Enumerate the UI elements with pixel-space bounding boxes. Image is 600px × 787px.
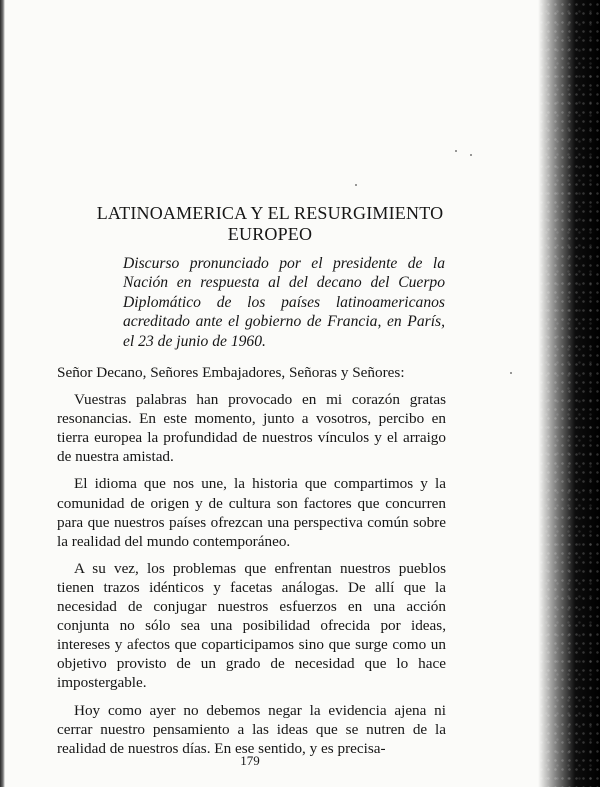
paragraph: Vuestras palabras han provocado en mi corazón gratas resonancias. En este momento, junto a vosotros, percibo en tierra europea la profundidad de nuestros vínculos y el arraigo de nuestra amistad.: [57, 391, 446, 466]
salutation: Señor Decano, Señores Embajadores, Señoras y Señores:: [57, 364, 405, 381]
paragraph: A su vez, los problemas que enfrentan nuestros pueblos tienen trazos idénticos y facetas análogas. De allí que la necesidad de conjugar nuestros esfuerzos en una acción conjunta no sólo sea una posibilidad ofrecida por ideas, intereses y afectos que coparticipamos sino que surge como un objetivo provisto de un grado de necesidad que lo hace impostergable.: [57, 559, 446, 692]
document-body: [57, 363, 446, 766]
page-number: 179: [240, 753, 260, 768]
document-subtitle: Discurso pronunciado por el presidente de la Nación en respuesta al del decano del Cuerpo Diplomático de los países latinoamericanos acreditado ante el gobierno de Francia, en París, el 23 de junio de 1960.: [123, 255, 445, 350]
document-title: LATINOAMERICA Y EL RESURGIMIENTO EUROPEO: [96, 203, 444, 244]
paragraph: Hoy como ayer no debemos negar la evidencia ajena ni cerrar nuestro pensamiento a las ideas que se nutren de la realidad de nuestros días. En ese sentido, y es precisa-: [57, 701, 446, 757]
paragraph: El idioma que nos une, la historia que compartimos y la comunidad de origen y de cultura son factores que concurren para que nuestros países ofrezcan una perspectiva común sobre la realidad del mundo contemporáneo.: [57, 475, 446, 550]
